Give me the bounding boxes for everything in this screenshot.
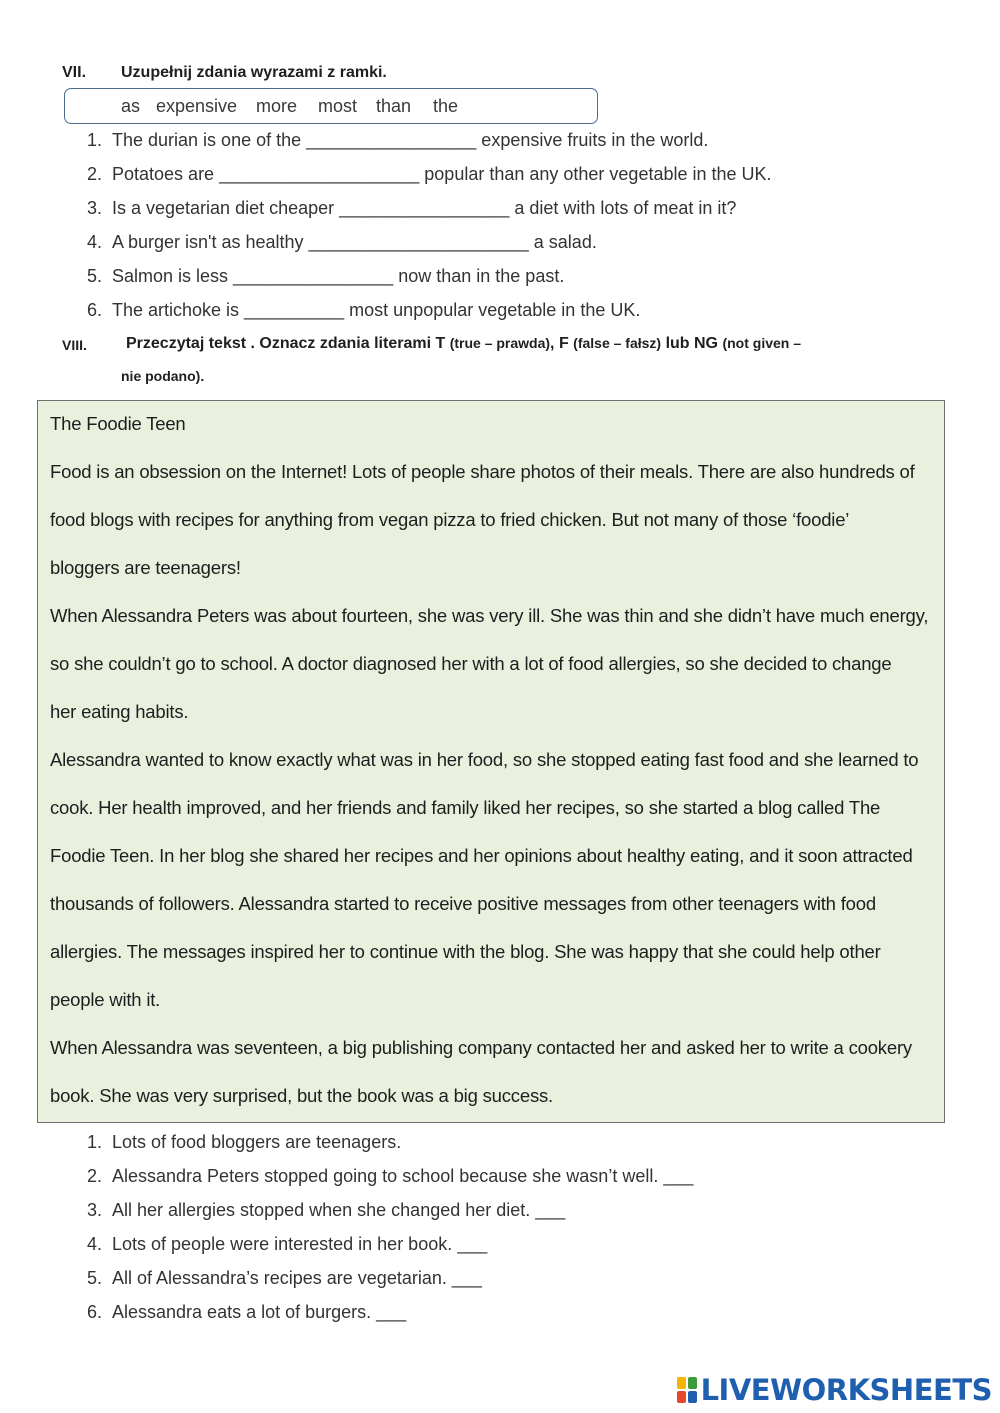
word-box-item: than <box>376 96 412 116</box>
reading-line: bloggers are teenagers! <box>50 557 241 578</box>
item-text[interactable]: Potatoes are ____________________ popular than any other vegetable in the UK. <box>112 164 772 184</box>
reading-line: so she couldn’t go to school. A doctor diagnosed her with a lot of food allergies, so she decided to change <box>50 653 892 674</box>
word-box <box>64 88 598 124</box>
reading-line: her eating habits. <box>50 701 189 722</box>
item-text[interactable]: A burger isn't as healthy ______________________ a salad. <box>112 232 597 252</box>
logo-text: LIVEWORKSHEETS <box>700 1373 992 1407</box>
item-number: 6. <box>86 300 102 320</box>
word-box-item: expensive <box>156 96 238 116</box>
section8-instruction <box>126 335 801 353</box>
item-text[interactable]: All her allergies stopped when she changed her diet. ___ <box>112 1200 566 1220</box>
instruction-false: (false – fałsz) <box>573 335 662 351</box>
item-number: 5. <box>86 266 102 286</box>
liveworksheets-logo-icon <box>677 1377 697 1403</box>
item-number: 1. <box>86 130 102 150</box>
instruction-ng: (not given – <box>722 335 802 351</box>
reading-line: cook. Her health improved, and her friends and family liked her recipes, so she started a blog called The <box>50 797 881 818</box>
word-box-item: more <box>256 96 298 116</box>
instruction-part: , F <box>550 335 569 352</box>
item-text[interactable]: The durian is one of the _________________ expensive fruits in the world. <box>112 130 709 150</box>
section8-number: VIII. <box>62 337 87 353</box>
reading-line: When Alessandra Peters was about fourteen, she was very ill. She was thin and she didn’t have much energy, <box>50 605 929 626</box>
item-text[interactable]: All of Alessandra’s recipes are vegetarian. ___ <box>112 1268 482 1288</box>
item-text[interactable]: Salmon is less ________________ now than in the past. <box>112 266 565 286</box>
instruction-part: lub NG <box>665 335 718 352</box>
item-number: 3. <box>86 198 102 218</box>
reading-line: Foodie Teen. In her blog she shared her recipes and her opinions about healthy eating, and it soon attracted <box>50 845 913 866</box>
item-number: 2. <box>86 164 102 184</box>
word-box-item: the <box>433 96 459 116</box>
liveworksheets-logo <box>677 1375 992 1405</box>
item-number: 3. <box>86 1200 102 1220</box>
item-text[interactable]: Alessandra Peters stopped going to school because she wasn’t well. ___ <box>112 1166 694 1186</box>
item-text[interactable]: The artichoke is __________ most unpopular vegetable in the UK. <box>112 300 641 320</box>
item-number: 5. <box>86 1268 102 1288</box>
reading-title: The Foodie Teen <box>50 413 186 434</box>
instruction-ng-end: nie podano). <box>121 368 205 384</box>
item-number: 2. <box>86 1166 102 1186</box>
item-number: 4. <box>86 232 102 252</box>
item-number: 1. <box>86 1132 102 1152</box>
item-text[interactable]: Alessandra eats a lot of burgers. ___ <box>112 1302 407 1322</box>
item-number: 6. <box>86 1302 102 1322</box>
item-text[interactable]: Is a vegetarian diet cheaper _________________ a diet with lots of meat in it? <box>112 198 737 218</box>
word-box-item: most <box>318 96 358 116</box>
section7-title: Uzupełnij zdania wyrazami z ramki. <box>121 64 387 81</box>
instruction-true: (true – prawda) <box>449 335 551 351</box>
reading-line: Food is an obsession on the Internet! Lots of people share photos of their meals. There are also hundreds of <box>50 461 915 482</box>
item-number: 4. <box>86 1234 102 1254</box>
reading-line: thousands of followers. Alessandra started to receive positive messages from other teenagers with food <box>50 893 876 914</box>
instruction-part: Przeczytaj tekst . Oznacz zdania literami T <box>126 335 446 352</box>
reading-line: allergies. The messages inspired her to continue with the blog. She was happy that she could help other <box>50 941 881 962</box>
word-box-item: as <box>121 96 141 116</box>
section8-instruction-line2 <box>121 368 204 386</box>
reading-line: food blogs with recipes for anything from vegan pizza to fried chicken. But not many of those ‘foodie’ <box>50 509 850 530</box>
reading-line: people with it. <box>50 989 161 1010</box>
reading-line: book. She was very surprised, but the book was a big success. <box>50 1085 553 1106</box>
item-text[interactable]: Lots of people were interested in her book. ___ <box>112 1234 488 1254</box>
section7-number: VII. <box>62 64 87 81</box>
reading-line: Alessandra wanted to know exactly what was in her food, so she stopped eating fast food and she learned to <box>50 749 919 770</box>
item-text[interactable]: Lots of food bloggers are teenagers. <box>112 1132 402 1152</box>
reading-line: When Alessandra was seventeen, a big publishing company contacted her and asked her to write a cookery <box>50 1037 912 1058</box>
